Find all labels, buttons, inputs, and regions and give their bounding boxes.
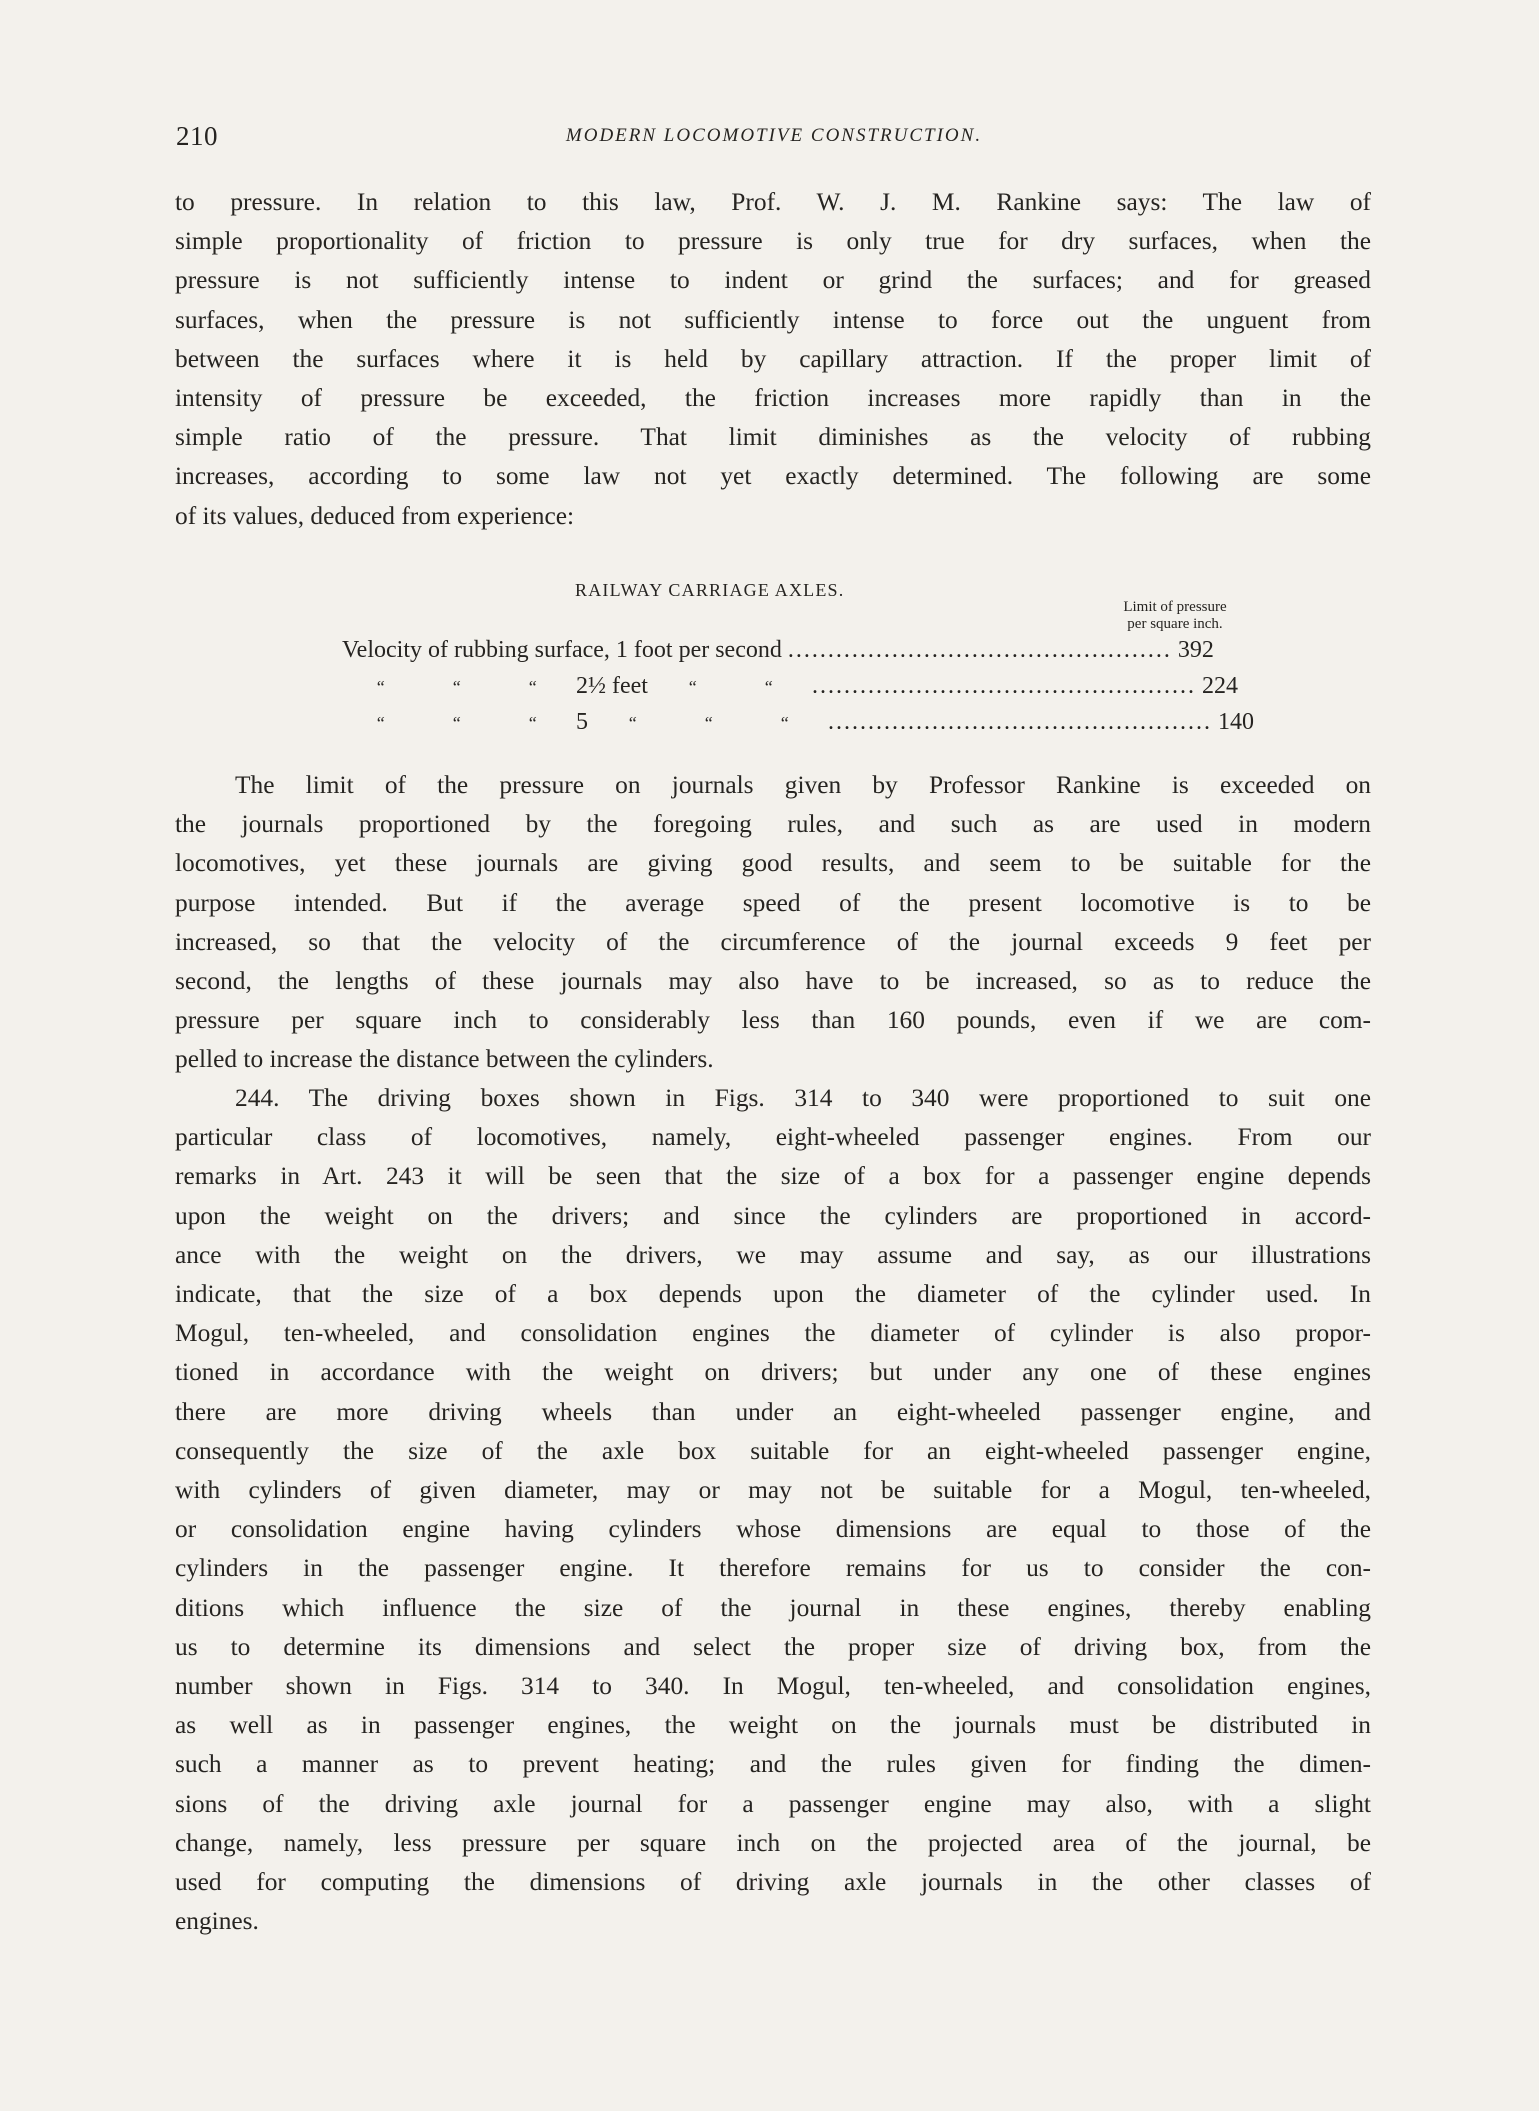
ditto-mark: “ [778, 713, 789, 733]
row-label [342, 673, 806, 700]
text-line: used for computing the dimensions of driving axle journals in the other classes of [175, 1868, 1371, 1897]
pressure-limit-value: 140 [1218, 709, 1254, 735]
text-line: pressure per square inch to considerably less than 160 pounds, even if we are com- [175, 1006, 1371, 1035]
table-row [342, 673, 1238, 707]
text-line: intensity of pressure be exceeded, the friction increases more rapidly than in the [175, 384, 1371, 413]
text-line: sions of the driving axle journal for a passenger engine may also, with a slight [175, 1789, 1371, 1818]
table-column-note [1090, 599, 1260, 633]
text-line: pressure is not sufficiently intense to indent or grind the surfaces; and for greased [175, 266, 1371, 295]
text-line: number shown in Figs. 314 to 340. In Mogul, ten-wheeled, and consolidation engines, [175, 1672, 1371, 1701]
ditto-mark: “ [526, 713, 537, 733]
table-row [342, 637, 1214, 671]
dot-leader: ................................................ [811, 673, 1196, 699]
dot-leader: ................................................ [787, 637, 1172, 663]
text-line: of its values, deduced from experience: [175, 501, 575, 530]
text-line: indicate, that the size of a box depends upon the diameter of the cylinder used. In [175, 1280, 1371, 1309]
text-line: engines. [175, 1907, 259, 1936]
page-number: 210 [176, 121, 218, 151]
text-line: locomotives, yet these journals are giving good results, and seem to be suitable for the [175, 849, 1371, 878]
table-column-note-line: Limit of pressure [1123, 599, 1227, 615]
text-line: with cylinders of given diameter, may or may not be suitable for a Mogul, ten-wheeled, [175, 1476, 1371, 1505]
text-line: there are more driving wheels than under an eight-wheeled passenger engine, and [175, 1397, 1371, 1426]
text-line: pelled to increase the distance between the cylinders. [175, 1045, 714, 1074]
table-row [342, 709, 1254, 743]
text-line: purpose intended. But if the average speed of the present locomotive is to be [175, 888, 1371, 917]
text-line: consequently the size of the axle box suitable for an eight-wheeled passenger engine, [175, 1436, 1371, 1465]
dot-leader: ................................................ [828, 709, 1212, 735]
ditto-mark: “ [450, 677, 461, 697]
text-line: tioned in accordance with the weight on drivers; but under any one of these engines [175, 1358, 1371, 1387]
row-label [342, 709, 822, 736]
text-line: change, namely, less pressure per square inch on the projected area of the journal, be [175, 1828, 1371, 1857]
table-title: RAILWAY CARRIAGE AXLES. [575, 580, 845, 600]
text-line: remarks in Art. 243 it will be seen that the size of a box for a passenger engine depends [175, 1162, 1371, 1191]
ditto-mark: “ [626, 713, 637, 733]
ditto-mark: “ [374, 713, 385, 733]
text-line: between the surfaces where it is held by capillary attraction. If the proper limit of [175, 344, 1371, 373]
text-line: increased, so that the velocity of the circumference of the journal exceeds 9 feet per [175, 927, 1371, 956]
text-line: simple proportionality of friction to pressure is only true for dry surfaces, when the [175, 227, 1371, 256]
text-line: ance with the weight on the drivers, we may assume and say, as our illustrations [175, 1240, 1371, 1269]
text-line: as well as in passenger engines, the weight on the journals must be distributed in [175, 1711, 1371, 1740]
speed-value: 5 [576, 709, 588, 735]
table-column-note-line: per square inch. [1127, 616, 1223, 632]
ditto-mark: “ [686, 677, 697, 697]
text-line: to pressure. In relation to this law, Prof. W. J. M. Rankine says: The law of [175, 188, 1371, 216]
pressure-limit-value: 392 [1177, 637, 1214, 663]
text-line: surfaces, when the pressure is not sufficiently intense to force out the unguent from [175, 305, 1371, 334]
page-header [176, 121, 1372, 161]
paragraph-journal-pressure [175, 766, 1371, 1080]
text-line: 244. The driving boxes shown in Figs. 314 to 340 were proportioned to suit one [235, 1084, 1371, 1112]
text-line: second, the lengths of these journals may also have to be increased, so as to reduce the [175, 967, 1371, 996]
text-line: such a manner as to prevent heating; and the rules given for finding the dimen- [175, 1750, 1371, 1779]
text-line: or consolidation engine having cylinders whose dimensions are equal to those of the [175, 1515, 1371, 1544]
paragraph-rankine-law [175, 183, 1371, 536]
text-line: simple ratio of the pressure. That limit diminishes as the velocity of rubbing [175, 423, 1371, 452]
text-line: us to determine its dimensions and select the proper size of driving box, from the [175, 1632, 1371, 1661]
ditto-mark: “ [526, 677, 537, 697]
ditto-mark: “ [762, 677, 773, 697]
row-label: Velocity of rubbing surface, 1 foot per second [342, 637, 782, 663]
ditto-mark: “ [374, 677, 385, 697]
text-line: The limit of the pressure on journals given by Professor Rankine is exceeded on [235, 771, 1371, 799]
pressure-limit-value: 224 [1201, 673, 1238, 699]
ditto-mark: “ [450, 713, 461, 733]
text-line: cylinders in the passenger engine. It therefore remains for us to consider the con- [175, 1554, 1371, 1583]
paragraph-article-244 [175, 1079, 1371, 1941]
text-line: particular class of locomotives, namely, eight-wheeled passenger engines. From our [175, 1123, 1371, 1152]
ditto-mark: “ [702, 713, 713, 733]
text-line: increases, according to some law not yet exactly determined. The following are some [175, 462, 1371, 491]
speed-value: 2½ feet [576, 673, 648, 699]
text-line: Mogul, ten-wheeled, and consolidation engines the diameter of cylinder is also propor- [175, 1319, 1371, 1348]
text-line: ditions which influence the size of the journal in these engines, thereby enabling [175, 1593, 1371, 1622]
text-line: the journals proportioned by the foregoing rules, and such as are used in modern [175, 810, 1371, 839]
text-line: upon the weight on the drivers; and since the cylinders are proportioned in accord- [175, 1201, 1371, 1230]
running-title: MODERN LOCOMOTIVE CONSTRUCTION. [565, 125, 983, 146]
